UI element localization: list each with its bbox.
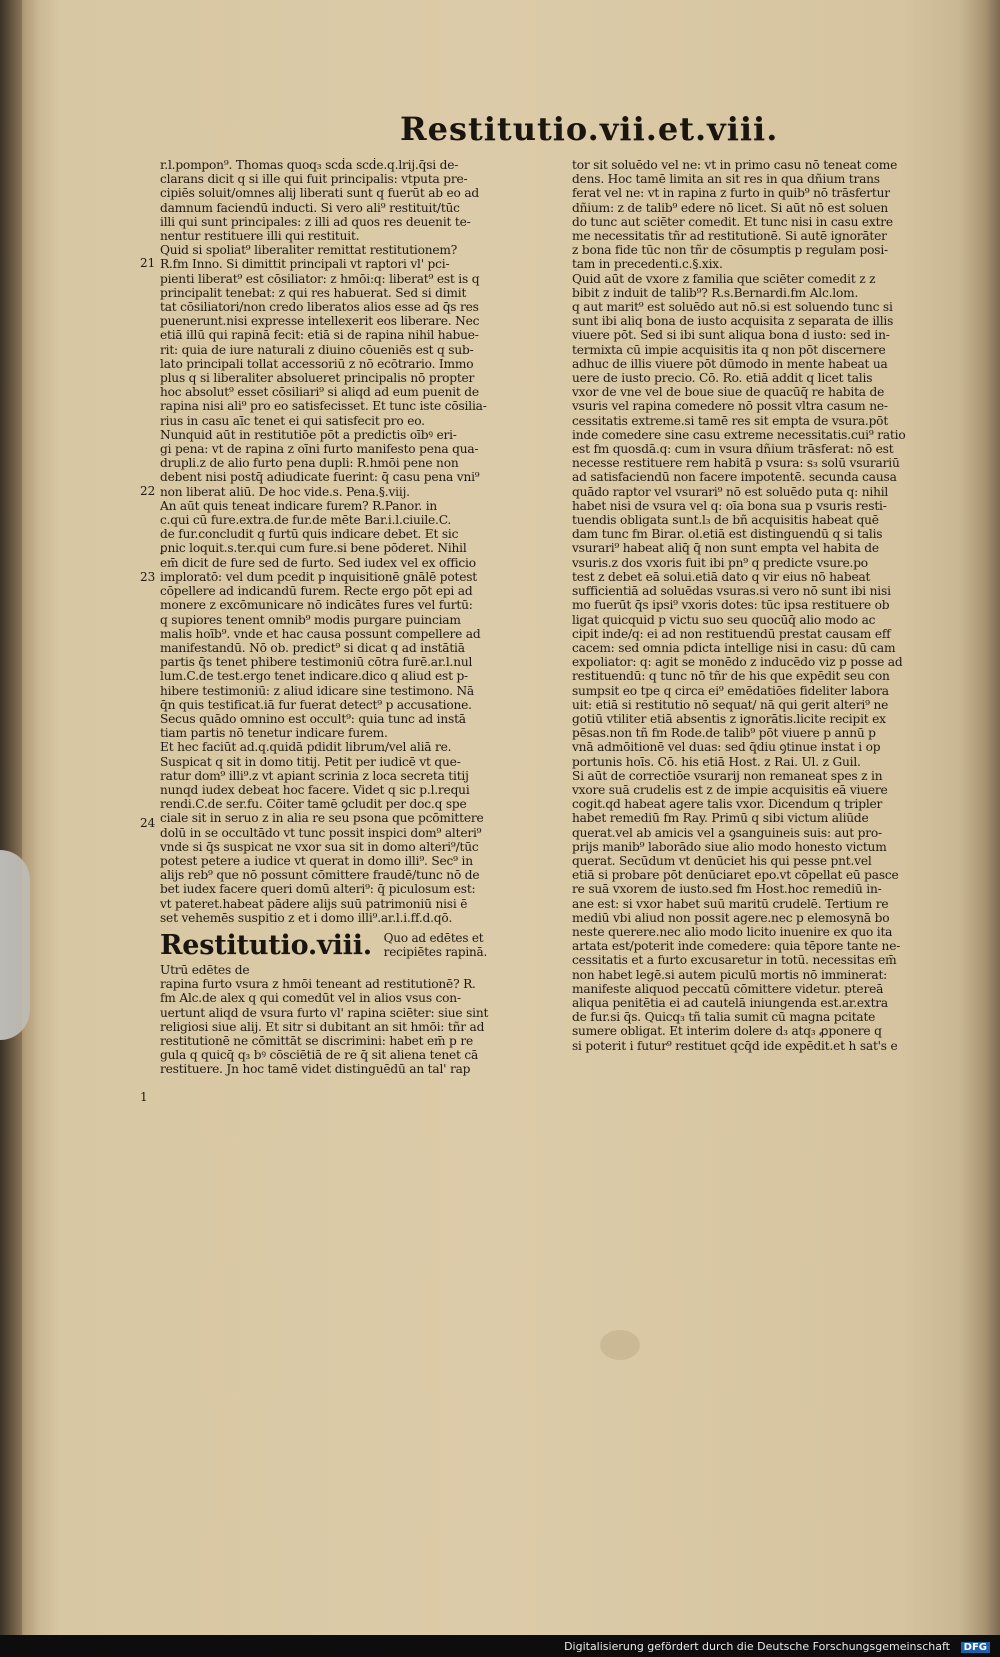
text-line: cipiēs soluit/omnes alij liberati sunt q fuerūt ab eo ad xyxy=(160,186,480,201)
text-line: termixta cū impie acquisitis ita q non pōt discernere xyxy=(572,342,886,357)
text-line: An aūt quis teneat indicare furem? R.Panor. in xyxy=(160,498,438,513)
text-line: bet iudex facere queri domū alteri⁹: q̄ piculosum est: xyxy=(160,882,476,897)
text-line: necesse restituere rem habitā p vsura: s₃ solū vsurariū xyxy=(572,456,900,471)
marginal-number: 1 xyxy=(140,1090,148,1104)
text-line: inde comedere sine casu extreme necessitatis.cui⁹ ratio xyxy=(572,427,906,442)
text-line: tam in precedenti.c.§.xix. xyxy=(572,257,723,272)
paragraph-24 xyxy=(160,740,550,925)
text-line: ane est: si vxor habet suū maritū crudelē. Tertium re xyxy=(572,896,889,911)
text-line: cogit.qd habeat agere talis vxor. Dicendum q tripler xyxy=(572,797,883,812)
left-text-column xyxy=(160,158,550,1077)
text-line: prijs manib⁹ laborādo siue alio modo honesto victum xyxy=(572,839,887,854)
text-line: etiā si probare pōt denūciaret epo.vt cōpellat eū pasce xyxy=(572,868,899,883)
marginal-number: 23 xyxy=(140,570,156,584)
text-line: est fm quosdā.q: cum in vsura dñium trāsferat: nō est xyxy=(572,442,894,457)
text-line: etiā illū qui rapinā fecit: etiā si de rapina nihil habue- xyxy=(160,328,479,343)
dfg-logo: DFG xyxy=(961,1642,990,1653)
text-line: religiosi siue alij. Et sitr si dubitant an sit hmōi: tñr ad xyxy=(160,1019,485,1034)
text-line: expoliator: q: agit se monēdo z inducēdo viz p posse ad xyxy=(572,655,903,670)
text-line: me necessitatis tñr ad restitutionē. Si autē ignorāter xyxy=(572,229,887,244)
text-line: de fur.si q̄s. Quicq₃ tñ talia sumit cū magna pcitate xyxy=(572,1010,876,1025)
text-line: manifestandū. Nō ob. predict⁹ si dicat q ad instātiā xyxy=(160,640,465,655)
text-line: de fur.concludit q furtū quis indicare debet. Et sic xyxy=(160,527,459,542)
text-line: nunqd iudex debeat hoc facere. Videt q sic p.l.requi xyxy=(160,782,470,797)
text-line: vsuris vel rapina comedere nō possit vltra casum ne- xyxy=(572,399,888,414)
text-line: restitutionē ne cōmittāt se discrimini: habet em̄ p re xyxy=(160,1033,473,1048)
paragraph-21 xyxy=(160,243,550,428)
text-line: non liberat aliū. De hoc vide.s. Pena.§.viij. xyxy=(160,484,410,499)
running-title: Restitutio.vii.et.viii. xyxy=(400,110,779,148)
text-line: q aut marit⁹ est soluēdo aut nō.si est soluendo tunc si xyxy=(572,300,893,315)
text-line: pēsas.non tñ fm Rode.de talib⁹ pōt viuere p annū p xyxy=(572,726,876,741)
text-line: q̄n quis testificat.iā fur fuerat detect⁹ p accusatione. xyxy=(160,697,472,712)
section-note: Quo ad edētes et recipiētes rapinā. xyxy=(383,930,488,959)
paragraph-intro xyxy=(160,158,550,243)
text-line: test z debet eā solui.etiā dato q vir eius nō habeat xyxy=(572,569,871,584)
text-line: vsurari⁹ habeat aliq̄ q̄ non sunt empta vel habita de xyxy=(572,541,879,556)
text-line: rapina furto vsura z hmōi teneant ad restitutionē? R. xyxy=(160,977,476,992)
text-line: uertunt aliqd de vsura furto vl' rapina sciēter: siue sint xyxy=(160,1005,489,1020)
text-line: dolū in se occultādo vt tunc possit inspici dom⁹ alteri⁹ xyxy=(160,825,482,840)
text-line: ligat quicquid p victu suo seu quocūq̄ alio modo ac xyxy=(572,612,876,627)
text-line: viuere pōt. Sed si ibi sunt aliqua bona d iusto: sed in- xyxy=(572,328,890,343)
text-line: drupli.z de alio furto pena dupli: R.hmōi pene non xyxy=(160,456,459,471)
text-line: gi pena: vt de rapina z oīni furto manifesto pena qua- xyxy=(160,442,479,457)
text-line: R.fm Inno. Si dimittit principali vt raptori vl' pci- xyxy=(160,257,450,272)
text-line: imploratō: vel dum pcedit p inquisitionē gnālē potest xyxy=(160,569,477,584)
text-line: gotiū vtiliter etiā absentis z ignorātis.licite recipit ex xyxy=(572,711,886,726)
text-line: pienti liberat⁹ est cōsiliator: z hmōi:q: liberat⁹ est is q xyxy=(160,271,480,286)
text-line: bibit z induit de talib⁹? R.s.Bernardi.fm Alc.lom. xyxy=(572,285,859,300)
text-line: vnā admōitionē vel duas: sed q̄diu ꝯtinue instat i op xyxy=(572,740,881,755)
text-line: principalit tenebat: z qui res habuerat. Sed si dimit xyxy=(160,285,467,300)
text-line: set vehemēs suspitio z et i domo illi⁹.ar.l.i.ff.d.qō. xyxy=(160,910,453,925)
text-line: cessitatis et a furto excusaretur in totū. necessitas em̄ xyxy=(572,953,897,968)
book-spine-edge xyxy=(0,0,22,1657)
text-line: habet nisi de vsura vel q: oīa bona sua p vsuris resti- xyxy=(572,498,887,513)
marginal-number: 24 xyxy=(140,816,156,830)
text-line: portunis hoīs. Cō. his etiā Host. z Rai. Ul. z Guil. xyxy=(572,754,861,769)
text-line: illi qui sunt principales: z illi ad quos res deuenit te- xyxy=(160,214,471,229)
marginal-number: 22 xyxy=(140,484,156,498)
section-title: Restitutio.viii. xyxy=(160,929,372,961)
text-line: sunt ibi aliq bona de iusto acquisita z separata de illis xyxy=(572,314,894,329)
text-line: quādo raptor vel vsurari⁹ nō est soluēdo puta q: nihil xyxy=(572,484,889,499)
text-line: tuendis obligata sunt.l₃ de bñ acquisitis habeat quē xyxy=(572,513,879,528)
text-line: non habet legē.si autem piculū mortis nō imminerat: xyxy=(572,967,888,982)
text-line: rendi.C.de ser.fu. Cōiter tamē ꝯcludit per doc.q spe xyxy=(160,797,467,812)
footer-credit: Digitalisierung gefördert durch die Deutsche Forschungsgemeinschaft xyxy=(564,1640,950,1653)
text-line: vnde si q̄s suspicat ne vxor sua sit in domo alteri⁹/tūc xyxy=(160,839,479,854)
text-line: Nunquid aūt in restitutiōe pōt a predictis oībꝰ eri- xyxy=(160,427,457,442)
text-line: sumpsit eo tpe q circa ei⁹ emēdatiōes fideliter labora xyxy=(572,683,889,698)
text-line: re suā vxorem de iusto.sed fm Host.hoc remediū in- xyxy=(572,882,882,897)
text-line: clarans dicit q si ille qui fuit principalis: vtputa pre- xyxy=(160,172,468,187)
text-line: vxore suā crudelis est z de impie acquisitis eā viuere xyxy=(572,782,888,797)
paragraph-22 xyxy=(160,428,550,499)
text-line: sumere obligat. Et interim dolere d₃ atq₃ ꝓponere q xyxy=(572,1024,882,1039)
text-line: mo fuerūt q̄s ipsi⁹ vxoris dotes: tūc ipsa restituere ob xyxy=(572,598,890,613)
text-line: Quid si spoliat⁹ liberaliter remittat restitutionem? xyxy=(160,243,458,258)
text-line: manifeste aliquod peccatū cōmittere videtur. ptereā xyxy=(572,981,884,996)
text-line: restituendū: q tunc nō tñr de his que expēdit seu con xyxy=(572,669,890,684)
text-line: aliqua penitētia ei ad cautelā iniungenda est.ar.extra xyxy=(572,995,888,1010)
text-line: tiam partis nō tenetur indicare furem. xyxy=(160,726,388,741)
paragraph-restitution-viii xyxy=(160,963,550,1077)
paragraph-continuation xyxy=(572,158,952,272)
text-line: Utrū edētes de xyxy=(160,962,250,977)
text-line: ꝑnic loquit.s.ter.qui cum fure.si bene pōderet. Nihil xyxy=(160,541,467,556)
text-line: si poterit i futur⁹ restituet qcq̄d ide expēdit.et h sat's e xyxy=(572,1038,898,1053)
text-line: monere z excōmunicare nō indicātes fures vel furtū: xyxy=(160,598,473,613)
bookmark-tab xyxy=(0,850,30,1040)
text-line: Secus quādo omnino est occult⁹: quia tunc ad instā xyxy=(160,711,466,726)
text-line: querat.vel ab amicis vel a ꝯsanguineis suis: aut pro- xyxy=(572,825,882,840)
text-line: rit: quia de iure naturali z diuino cōueniēs est q sub- xyxy=(160,342,474,357)
paragraph-wife-family xyxy=(572,272,952,1053)
text-line: hoc absolut⁹ esset cōsiliari⁹ si aliqd ad eum puenit de xyxy=(160,385,479,400)
text-line: vsuris.z dos vxoris fuit ibi pn⁹ q predicte vsure.po xyxy=(572,555,868,570)
text-line: malis hoīb⁹. vnde et hac causa possunt compellere ad xyxy=(160,626,481,641)
text-line: uit: etiā si restitutio nō sequat/ nā qui gerit alteri⁹ ne xyxy=(572,697,889,712)
section-heading xyxy=(160,925,550,963)
text-line: plus q si liberaliter absolueret principalis nō propter xyxy=(160,371,475,386)
text-line: adhuc de illis viuere pōt dūmodo in mente habeat ua xyxy=(572,356,888,371)
text-line: c.qui cū fure.extra.de fur.de mēte Bar.i.l.ciuile.C. xyxy=(160,513,452,528)
text-line: lum.C.de test.ergo tenet indicare.dico q aliud est p- xyxy=(160,669,468,684)
text-line: q supiores tenent omnib⁹ modis purgare puinciam xyxy=(160,612,461,627)
text-line: r.l.pompon⁹. Thomas quoq₃ scḋa scḋe.q.lrij.q̄si de- xyxy=(160,158,459,172)
paper-stain xyxy=(600,1330,640,1360)
text-line: Quid aūt de vxore z familia que sciēter comedit z z xyxy=(572,271,876,286)
text-line: potest petere a iudice vt querat in domo illi⁹. Sec⁹ in xyxy=(160,853,473,868)
text-line: vxor de vne vel de boue siue de quacūq̄ re habita de xyxy=(572,385,885,400)
text-line: ad satisfaciendū non facere impotentē. secunda causa xyxy=(572,470,897,485)
text-line: Suspicat q sit in domo titij. Petit per iudicē vt que- xyxy=(160,754,461,769)
text-line: rapina nisi ali⁹ pro eo satisfecisset. Et tunc iste cōsilia- xyxy=(160,399,487,414)
text-line: sufficientiā ad soluēdas vsuras.si vero nō sunt ibi nisi xyxy=(572,584,891,599)
text-line: ratur dom⁹ illi⁹.z vt apiant scrinia z loca secreta titij xyxy=(160,768,469,783)
text-line: mediū vbi aliud non possit agere.nec p elemosynā bo xyxy=(572,910,890,925)
text-line: habet remediū fm Ray. Primū q sibi victum aliūde xyxy=(572,811,869,826)
text-line: lato principali tollat accessoriū z nō ecōtrario. Immo xyxy=(160,356,474,371)
text-line: dñium: z de talib⁹ edere nō licet. Si aūt nō est soluen xyxy=(572,200,889,215)
text-line: Si aūt de correctiōe vsurarij non remaneat spes z in xyxy=(572,768,883,783)
text-line: gula q quicq̄ q₃ bꝰ cōsciētiā de re q̄ sit aliena tenet cā xyxy=(160,1048,479,1063)
text-line: do tunc aut sciēter comedit. Et tunc nisi in casu extre xyxy=(572,214,893,229)
text-line: fm Alc.de alex q qui comedūt vel in alios vsus con- xyxy=(160,991,461,1006)
text-line: dam tunc fm Birar. ol.etiā est distinguendū q si talis xyxy=(572,527,883,542)
text-line: neste querere.nec alio modo licito inuenire ex quo ita xyxy=(572,924,893,939)
text-line: restituere. Jn hoc tamē videt distinguēdū an tal' rap xyxy=(160,1062,471,1077)
text-line: cessitatis extreme.si tamē res sit empta de vsura.pōt xyxy=(572,413,889,428)
text-line: z bona fide tūc non tñr de cōsumptis p regulam posi- xyxy=(572,243,888,258)
text-line: cōpellere ad indicandū furem. Recte ergo pōt epi ad xyxy=(160,584,473,599)
text-line: partis q̄s tenet phibere testimoniū cōtra furē.ar.l.nul xyxy=(160,655,473,670)
marginal-number: 21 xyxy=(140,256,156,270)
right-text-column xyxy=(572,158,952,1053)
text-line: ferat vel ne: vt in rapina z furto in quib⁹ nō trāsfertur xyxy=(572,186,890,201)
paragraph-23 xyxy=(160,499,550,740)
text-line: damnum faciendū inducti. Si vero ali⁹ restituit/tūc xyxy=(160,200,460,215)
text-line: cacem: sed omnia pdicta intellige nisi in casu: dū cam xyxy=(572,640,896,655)
text-line: querat. Secūdum vt denūciet his qui pesse pnt.vel xyxy=(572,853,872,868)
text-line: tor sit soluēdo vel ne: vt in primo casu nō teneat come xyxy=(572,158,898,172)
text-line: artata est/poterit inde comedere: quia tēpore tante ne- xyxy=(572,939,901,954)
text-line: nentur restituere illi qui restituit. xyxy=(160,229,360,244)
footer-bar xyxy=(0,1635,1000,1657)
text-line: vt pateret.habeat pādere alijs suū patrimoniū nisi ē xyxy=(160,896,468,911)
text-line: dens. Hoc tamē limita an sit res in qua dñium trans xyxy=(572,172,880,187)
text-line: uere de iusto precio. Cō. Ro. etiā addit q licet talis xyxy=(572,371,873,386)
text-line: em̄ dicit de fure sed de furto. Sed iudex vel ex officio xyxy=(160,555,476,570)
text-line: alijs reb⁹ que nō possunt cōmittere fraudē/tunc nō de xyxy=(160,868,480,883)
text-line: rius in casu aīc tenet ei qui satisfecit pro eo. xyxy=(160,413,425,428)
text-line: puenerunt.nisi expresse intellexerit eos liberare. Nec xyxy=(160,314,480,329)
text-line: Et hec faciūt ad.q.quidā pdidit librum/vel aliā re. xyxy=(160,740,452,755)
text-line: debent nisi postq̄ adiudicate fuerint: q̄ casu pena vni⁹ xyxy=(160,470,480,485)
text-line: cipit inde/q: ei ad non restituendū prestat causam eff xyxy=(572,626,891,641)
text-line: ciale sit in seruo z in alia re seu psona que pcōmittere xyxy=(160,811,484,826)
text-line: tat cōsiliatori/non credo liberatos alios esse ad q̄s res xyxy=(160,300,479,315)
text-line: hibere testimoniū: z aliud idicare sine testimono. Nā xyxy=(160,683,474,698)
